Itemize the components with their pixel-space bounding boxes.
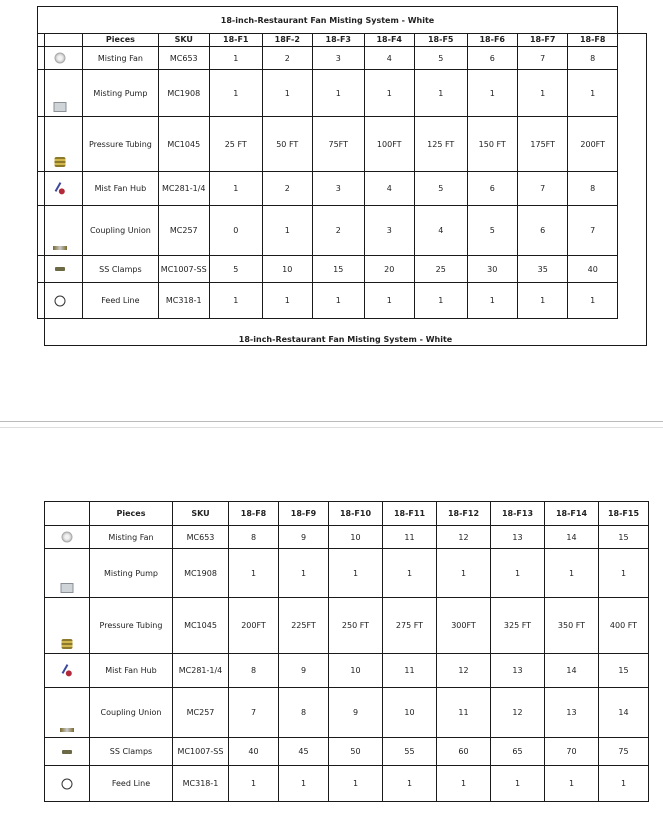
quantity-cell: 1 xyxy=(210,283,263,319)
quantity-cell: 325 FT xyxy=(491,598,545,654)
quantity-cell: 50 FT xyxy=(262,117,312,172)
quantity-cell: 1 xyxy=(229,549,279,598)
misting-pump-icon xyxy=(38,70,83,117)
header-cell: SKU xyxy=(173,502,229,526)
misting-fan-icon xyxy=(62,532,73,543)
quantity-cell: 40 xyxy=(229,738,279,766)
quantity-cell: 11 xyxy=(383,654,437,688)
quantity-cell: 1 xyxy=(229,766,279,802)
quantity-cell: 250 FT xyxy=(329,598,383,654)
quantity-cell: 9 xyxy=(329,688,383,738)
misting-pump-icon xyxy=(61,583,74,593)
quantity-cell: 11 xyxy=(437,688,491,738)
sku-cell: MC281-1/4 xyxy=(158,172,210,206)
quantity-cell: 45 xyxy=(279,738,329,766)
quantity-cell: 70 xyxy=(545,738,599,766)
quantity-cell: 125 FT xyxy=(414,117,467,172)
quantity-cell: 400 FT xyxy=(599,598,649,654)
quantity-cell: 2 xyxy=(313,206,365,256)
table-title: 18-inch-Restaurant Fan Misting System - White xyxy=(38,7,618,34)
mist-fan-hub-icon xyxy=(45,654,90,688)
header-cell: 18-F4 xyxy=(364,34,414,47)
quantity-cell: 13 xyxy=(491,526,545,549)
quantity-cell: 10 xyxy=(262,256,312,283)
sku-cell: MC1045 xyxy=(158,117,210,172)
table-row xyxy=(38,117,618,172)
quantity-cell: 5 xyxy=(414,47,467,70)
quantity-cell: 6 xyxy=(467,172,517,206)
pressure-tubing-icon xyxy=(62,639,73,649)
quantity-cell: 1 xyxy=(568,283,618,319)
quantity-cell: 1 xyxy=(262,283,312,319)
quantity-cell: 5 xyxy=(467,206,517,256)
sku-cell: MC1908 xyxy=(173,549,229,598)
quantity-cell: 1 xyxy=(437,549,491,598)
piece-name: Coupling Union xyxy=(90,688,173,738)
quantity-cell: 6 xyxy=(517,206,567,256)
page-break-line xyxy=(0,427,663,428)
quantity-cell: 4 xyxy=(364,172,414,206)
quantity-cell: 1 xyxy=(467,283,517,319)
misting-pump-icon xyxy=(45,549,90,598)
quantity-cell: 14 xyxy=(545,654,599,688)
quantity-cell: 1 xyxy=(545,549,599,598)
header-cell: Pieces xyxy=(90,502,173,526)
quantity-cell: 4 xyxy=(414,206,467,256)
quantity-cell: 1 xyxy=(313,70,365,117)
quantity-cell: 100FT xyxy=(364,117,414,172)
piece-name: SS Clamps xyxy=(90,738,173,766)
ss-clamps-icon xyxy=(62,750,72,754)
quantity-cell: 2 xyxy=(262,172,312,206)
header-cell-icon xyxy=(45,502,90,526)
sku-cell: MC318-1 xyxy=(158,283,210,319)
quantity-cell: 1 xyxy=(414,283,467,319)
quantity-cell: 50 xyxy=(329,738,383,766)
quantity-cell: 3 xyxy=(364,206,414,256)
quantity-cell: 150 FT xyxy=(467,117,517,172)
header-row xyxy=(38,34,618,47)
header-row xyxy=(45,502,649,526)
quantity-cell: 1 xyxy=(517,283,567,319)
table-row xyxy=(45,688,649,738)
quantity-cell: 200FT xyxy=(568,117,618,172)
pressure-tubing-icon xyxy=(38,117,83,172)
pressure-tubing-icon xyxy=(45,598,90,654)
quantity-cell: 8 xyxy=(568,47,618,70)
piece-name: Mist Fan Hub xyxy=(90,654,173,688)
quantity-cell: 20 xyxy=(364,256,414,283)
quantity-cell: 6 xyxy=(467,47,517,70)
sku-cell: MC653 xyxy=(158,47,210,70)
quantity-cell: 1 xyxy=(210,70,263,117)
quantity-cell: 1 xyxy=(568,70,618,117)
quantity-cell: 175FT xyxy=(517,117,567,172)
quantity-cell: 5 xyxy=(210,256,263,283)
misting-pump-icon xyxy=(54,102,67,112)
table-row xyxy=(45,526,649,549)
table-row xyxy=(45,598,649,654)
quantity-cell: 75FT xyxy=(313,117,365,172)
table-footer-title: 18-inch-Restaurant Fan Misting System - White xyxy=(238,335,453,344)
table-row xyxy=(45,654,649,688)
quantity-cell: 14 xyxy=(599,688,649,738)
quantity-cell: 1 xyxy=(545,766,599,802)
piece-name: Pressure Tubing xyxy=(90,598,173,654)
quantity-cell: 35 xyxy=(517,256,567,283)
quantity-cell: 1 xyxy=(364,70,414,117)
quantity-cell: 1 xyxy=(262,70,312,117)
quantity-cell: 2 xyxy=(262,47,312,70)
piece-name: Misting Pump xyxy=(90,549,173,598)
mist-fan-hub-icon xyxy=(66,670,72,676)
quantity-cell: 75 xyxy=(599,738,649,766)
coupling-union-icon xyxy=(60,728,74,732)
quantity-cell: 9 xyxy=(279,654,329,688)
quantity-cell: 60 xyxy=(437,738,491,766)
quantity-cell: 10 xyxy=(329,654,383,688)
quantity-cell: 1 xyxy=(262,206,312,256)
header-cell: 18-F9 xyxy=(279,502,329,526)
quantity-cell: 1 xyxy=(467,70,517,117)
quantity-cell: 1 xyxy=(491,766,545,802)
quantity-cell: 1 xyxy=(414,70,467,117)
quantity-cell: 15 xyxy=(599,654,649,688)
misting-fan-icon xyxy=(38,47,83,70)
piece-name: SS Clamps xyxy=(83,256,158,283)
quantity-cell: 5 xyxy=(414,172,467,206)
coupling-union-icon xyxy=(53,246,67,250)
piece-name: Pressure Tubing xyxy=(83,117,158,172)
sku-cell: MC1908 xyxy=(158,70,210,117)
mist-fan-hub-icon xyxy=(59,188,65,194)
header-cell-icon xyxy=(38,34,83,47)
quantity-cell: 10 xyxy=(329,526,383,549)
quantity-cell: 3 xyxy=(313,172,365,206)
quantity-cell: 1 xyxy=(517,70,567,117)
quantity-cell: 350 FT xyxy=(545,598,599,654)
piece-name: Misting Pump xyxy=(83,70,158,117)
quantity-cell: 1 xyxy=(329,549,383,598)
piece-name: Mist Fan Hub xyxy=(83,172,158,206)
header-cell: 18-F8 xyxy=(229,502,279,526)
quantity-cell: 15 xyxy=(599,526,649,549)
table-row xyxy=(38,256,618,283)
feed-line-icon xyxy=(62,778,73,789)
sku-cell: MC257 xyxy=(173,688,229,738)
header-cell: SKU xyxy=(158,34,210,47)
quantity-cell: 4 xyxy=(364,47,414,70)
quantity-cell: 8 xyxy=(229,526,279,549)
header-cell: 18-F8 xyxy=(568,34,618,47)
piece-name: Misting Fan xyxy=(83,47,158,70)
header-cell: 18-F11 xyxy=(383,502,437,526)
quantity-cell: 8 xyxy=(229,654,279,688)
header-cell: 18-F14 xyxy=(545,502,599,526)
ss-clamps-icon xyxy=(45,738,90,766)
quantity-cell: 225FT xyxy=(279,598,329,654)
quantity-cell: 55 xyxy=(383,738,437,766)
misting-fan-icon xyxy=(45,526,90,549)
quantity-cell: 30 xyxy=(467,256,517,283)
quantity-cell: 200FT xyxy=(229,598,279,654)
sku-cell: MC257 xyxy=(158,206,210,256)
quantity-cell: 25 FT xyxy=(210,117,263,172)
header-cell: Pieces xyxy=(83,34,158,47)
quantity-cell: 8 xyxy=(568,172,618,206)
table-row xyxy=(45,549,649,598)
sku-cell: MC281-1/4 xyxy=(173,654,229,688)
sku-cell: MC653 xyxy=(173,526,229,549)
header-cell: 18-F5 xyxy=(414,34,467,47)
header-cell: 18F-2 xyxy=(262,34,312,47)
quantity-cell: 275 FT xyxy=(383,598,437,654)
quantity-cell: 0 xyxy=(210,206,263,256)
piece-name: Coupling Union xyxy=(83,206,158,256)
quantity-cell: 1 xyxy=(491,549,545,598)
quantity-cell: 12 xyxy=(437,526,491,549)
sku-cell: MC318-1 xyxy=(173,766,229,802)
mist-fan-hub-icon xyxy=(38,172,83,206)
quantity-cell: 9 xyxy=(279,526,329,549)
page-break-line xyxy=(0,421,663,422)
quantity-cell: 13 xyxy=(545,688,599,738)
quantity-cell: 1 xyxy=(329,766,383,802)
quantity-cell: 3 xyxy=(313,47,365,70)
quantity-cell: 1 xyxy=(437,766,491,802)
header-cell: 18-F3 xyxy=(313,34,365,47)
quantity-cell: 12 xyxy=(437,654,491,688)
table-row xyxy=(38,283,618,319)
feed-line-icon xyxy=(38,283,83,319)
quantity-cell: 1 xyxy=(383,766,437,802)
quantity-cell: 1 xyxy=(210,47,263,70)
quantity-cell: 300FT xyxy=(437,598,491,654)
header-cell: 18-F13 xyxy=(491,502,545,526)
sku-cell: MC1007-SS xyxy=(158,256,210,283)
feed-line-icon xyxy=(45,766,90,802)
header-cell: 18-F1 xyxy=(210,34,263,47)
quantity-cell: 1 xyxy=(279,766,329,802)
header-cell: 18-F10 xyxy=(329,502,383,526)
quantity-cell: 1 xyxy=(599,549,649,598)
piece-name: Misting Fan xyxy=(90,526,173,549)
quantity-cell: 1 xyxy=(364,283,414,319)
sku-cell: MC1045 xyxy=(173,598,229,654)
header-cell: 18-F6 xyxy=(467,34,517,47)
table-row xyxy=(38,206,618,256)
ss-clamps-icon xyxy=(55,267,65,271)
quantity-cell: 65 xyxy=(491,738,545,766)
quantity-cell: 7 xyxy=(568,206,618,256)
quantity-cell: 25 xyxy=(414,256,467,283)
coupling-union-icon xyxy=(38,206,83,256)
pressure-tubing-icon xyxy=(55,157,66,167)
quantity-cell: 14 xyxy=(545,526,599,549)
quantity-cell: 1 xyxy=(210,172,263,206)
table-row xyxy=(38,70,618,117)
ss-clamps-icon xyxy=(38,256,83,283)
quantity-cell: 10 xyxy=(383,688,437,738)
quantity-cell: 8 xyxy=(279,688,329,738)
header-cell: 18-F12 xyxy=(437,502,491,526)
fan-system-table-page-2 xyxy=(44,501,649,802)
quantity-cell: 7 xyxy=(517,172,567,206)
piece-name: Feed Line xyxy=(83,283,158,319)
feed-line-icon xyxy=(55,295,66,306)
quantity-cell: 1 xyxy=(279,549,329,598)
header-cell: 18-F15 xyxy=(599,502,649,526)
quantity-cell: 7 xyxy=(229,688,279,738)
quantity-cell: 1 xyxy=(599,766,649,802)
misting-fan-icon xyxy=(55,53,66,64)
quantity-cell: 1 xyxy=(383,549,437,598)
header-cell: 18-F7 xyxy=(517,34,567,47)
coupling-union-icon xyxy=(45,688,90,738)
quantity-cell: 15 xyxy=(313,256,365,283)
quantity-cell: 12 xyxy=(491,688,545,738)
sku-cell: MC1007-SS xyxy=(173,738,229,766)
table-row xyxy=(45,738,649,766)
table-row xyxy=(38,172,618,206)
quantity-cell: 11 xyxy=(383,526,437,549)
quantity-cell: 7 xyxy=(517,47,567,70)
quantity-cell: 40 xyxy=(568,256,618,283)
quantity-cell: 13 xyxy=(491,654,545,688)
table-row xyxy=(38,47,618,70)
table-row xyxy=(45,766,649,802)
quantity-cell: 1 xyxy=(313,283,365,319)
fan-system-table-page-1 xyxy=(37,6,618,319)
piece-name: Feed Line xyxy=(90,766,173,802)
